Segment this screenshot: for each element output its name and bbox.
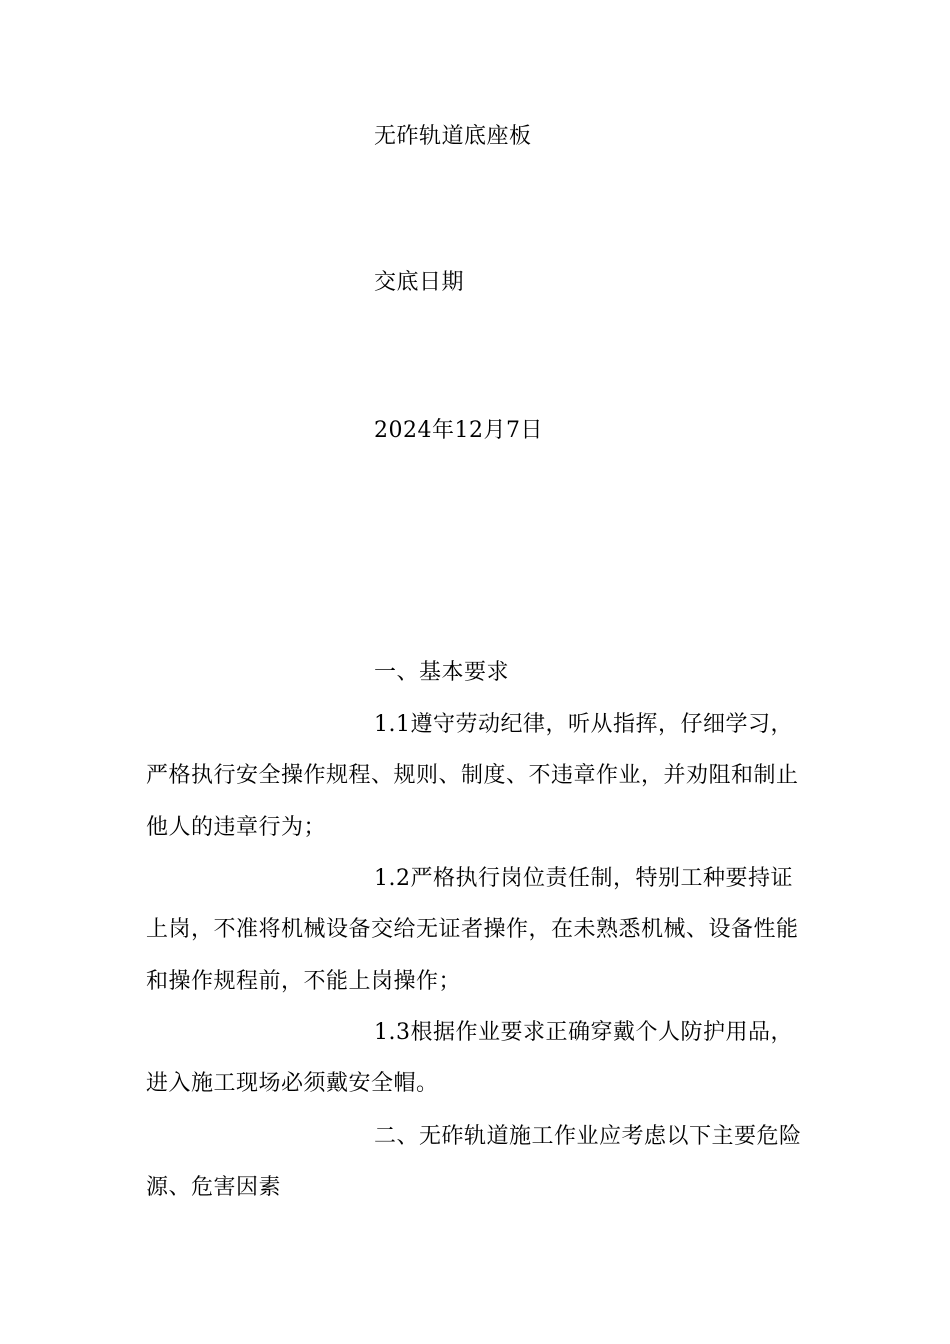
paragraph-1-2-line-3: 和操作规程前，不能上岗操作； [146, 969, 462, 994]
date-label: 交底日期 [374, 270, 465, 295]
paragraph-1-3-line-1: 1.3根据作业要求正确穿戴个人防护用品， [374, 1020, 793, 1045]
section-2-heading-line-1: 二、无砟轨道施工作业应考虑以下主要危险 [374, 1124, 802, 1149]
paragraph-1-2-line-2: 上岗，不准将机械设备交给无证者操作，在未熟悉机械、设备性能 [146, 917, 799, 942]
section-2-heading-line-2: 源、危害因素 [146, 1175, 282, 1200]
document-title: 无砟轨道底座板 [374, 124, 532, 149]
paragraph-1-3-line-2: 进入施工现场必须戴安全帽。 [146, 1071, 439, 1096]
paragraph-1-2-line-1: 1.2严格执行岗位责任制，特别工种要持证 [374, 866, 793, 891]
paragraph-1-1-line-2: 严格执行安全操作规程、规则、制度、不违章作业，并劝阻和制止 [146, 763, 799, 788]
paragraph-1-1-line-1: 1.1遵守劳动纪律，听从指挥，仔细学习， [374, 712, 793, 737]
date-value: 2024年12月7日 [374, 418, 543, 443]
paragraph-1-1-line-3: 他人的违章行为； [146, 815, 327, 840]
section-1-heading: 一、基本要求 [374, 660, 510, 685]
